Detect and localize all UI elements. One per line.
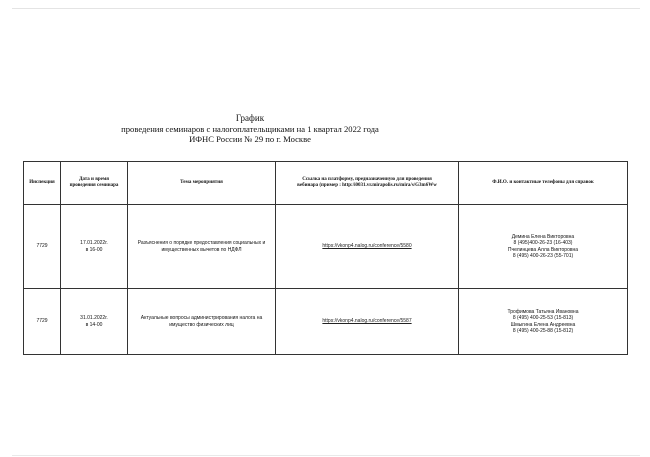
table-row — [24, 289, 628, 355]
header-link-line-1: Ссылка на платформу, предназначенную для проведения — [302, 176, 432, 182]
cell-topic: Актуальные вопросы администрирования налога на имущество физических лиц — [128, 289, 276, 355]
seminar-schedule-table — [23, 161, 628, 355]
header-link — [276, 162, 459, 205]
cell-ifns: 7729 — [24, 205, 61, 289]
header-topic: Тема мероприятия — [128, 162, 276, 205]
table-row — [24, 205, 628, 289]
table-header-row — [24, 162, 628, 205]
header-contacts: Ф.И.О. и контактные телефоны для справок — [459, 162, 628, 205]
contact-name: Трофимова Татьяна Ивановна — [507, 308, 579, 315]
header-datetime — [61, 162, 128, 205]
conference-link[interactable]: https://vkonp4.nalog.ru/conference/5580 — [322, 243, 412, 250]
header-link-line-2: вебинара (пример : http:/i0031.vr.mirapolis.ru/mira/s/G3m6Ww — [297, 183, 437, 188]
conference-link[interactable]: https://vkonp4.nalog.ru/conference/5587 — [322, 318, 412, 325]
title-line-1: График — [235, 113, 265, 123]
header-datetime-line-1: Дата и время — [78, 176, 110, 182]
cell-time: в 16-00 — [85, 246, 103, 253]
cell-datetime — [61, 289, 128, 355]
contact-phone: 8 (495) 400-25-88 (15-812) — [512, 328, 574, 334]
cell-time: в 14-00 — [85, 321, 103, 328]
contact-phone: 8 (495) 400-25-53 (15-813) — [512, 315, 574, 321]
header-datetime-line-2: проведения семинара — [69, 183, 119, 188]
contact-phone: 8 (495) 400-26-23 (55-701) — [512, 253, 574, 259]
cell-datetime — [61, 205, 128, 289]
cell-contacts — [459, 205, 628, 289]
contact-phone: 8 (495)400-26-23 (16-403) — [513, 240, 573, 246]
contact-name: Шмыгина Елена Андреевна — [510, 321, 576, 328]
cell-link — [276, 289, 459, 355]
title-line-3: ИФНС России № 29 по г. Москве — [189, 134, 311, 144]
cell-link — [276, 205, 459, 289]
contact-name: Пчелинцева Алла Викторовна — [507, 246, 579, 253]
cell-date: 17.01.2022г. — [80, 240, 108, 246]
document-title — [60, 113, 440, 145]
contact-name: Демина Елена Викторовна — [511, 233, 575, 240]
title-line-2: проведения семинаров с налогоплательщиками на 1 квартал 2022 года — [121, 123, 379, 134]
cell-contacts — [459, 289, 628, 355]
cell-ifns: 7729 — [24, 289, 61, 355]
cell-topic: Разъяснения о порядке предоставления социальных и имущественных вычетов по НДФЛ — [128, 205, 276, 289]
header-ifns: Инспекция — [24, 162, 61, 205]
cell-date: 31.01.2022г. — [80, 315, 108, 321]
